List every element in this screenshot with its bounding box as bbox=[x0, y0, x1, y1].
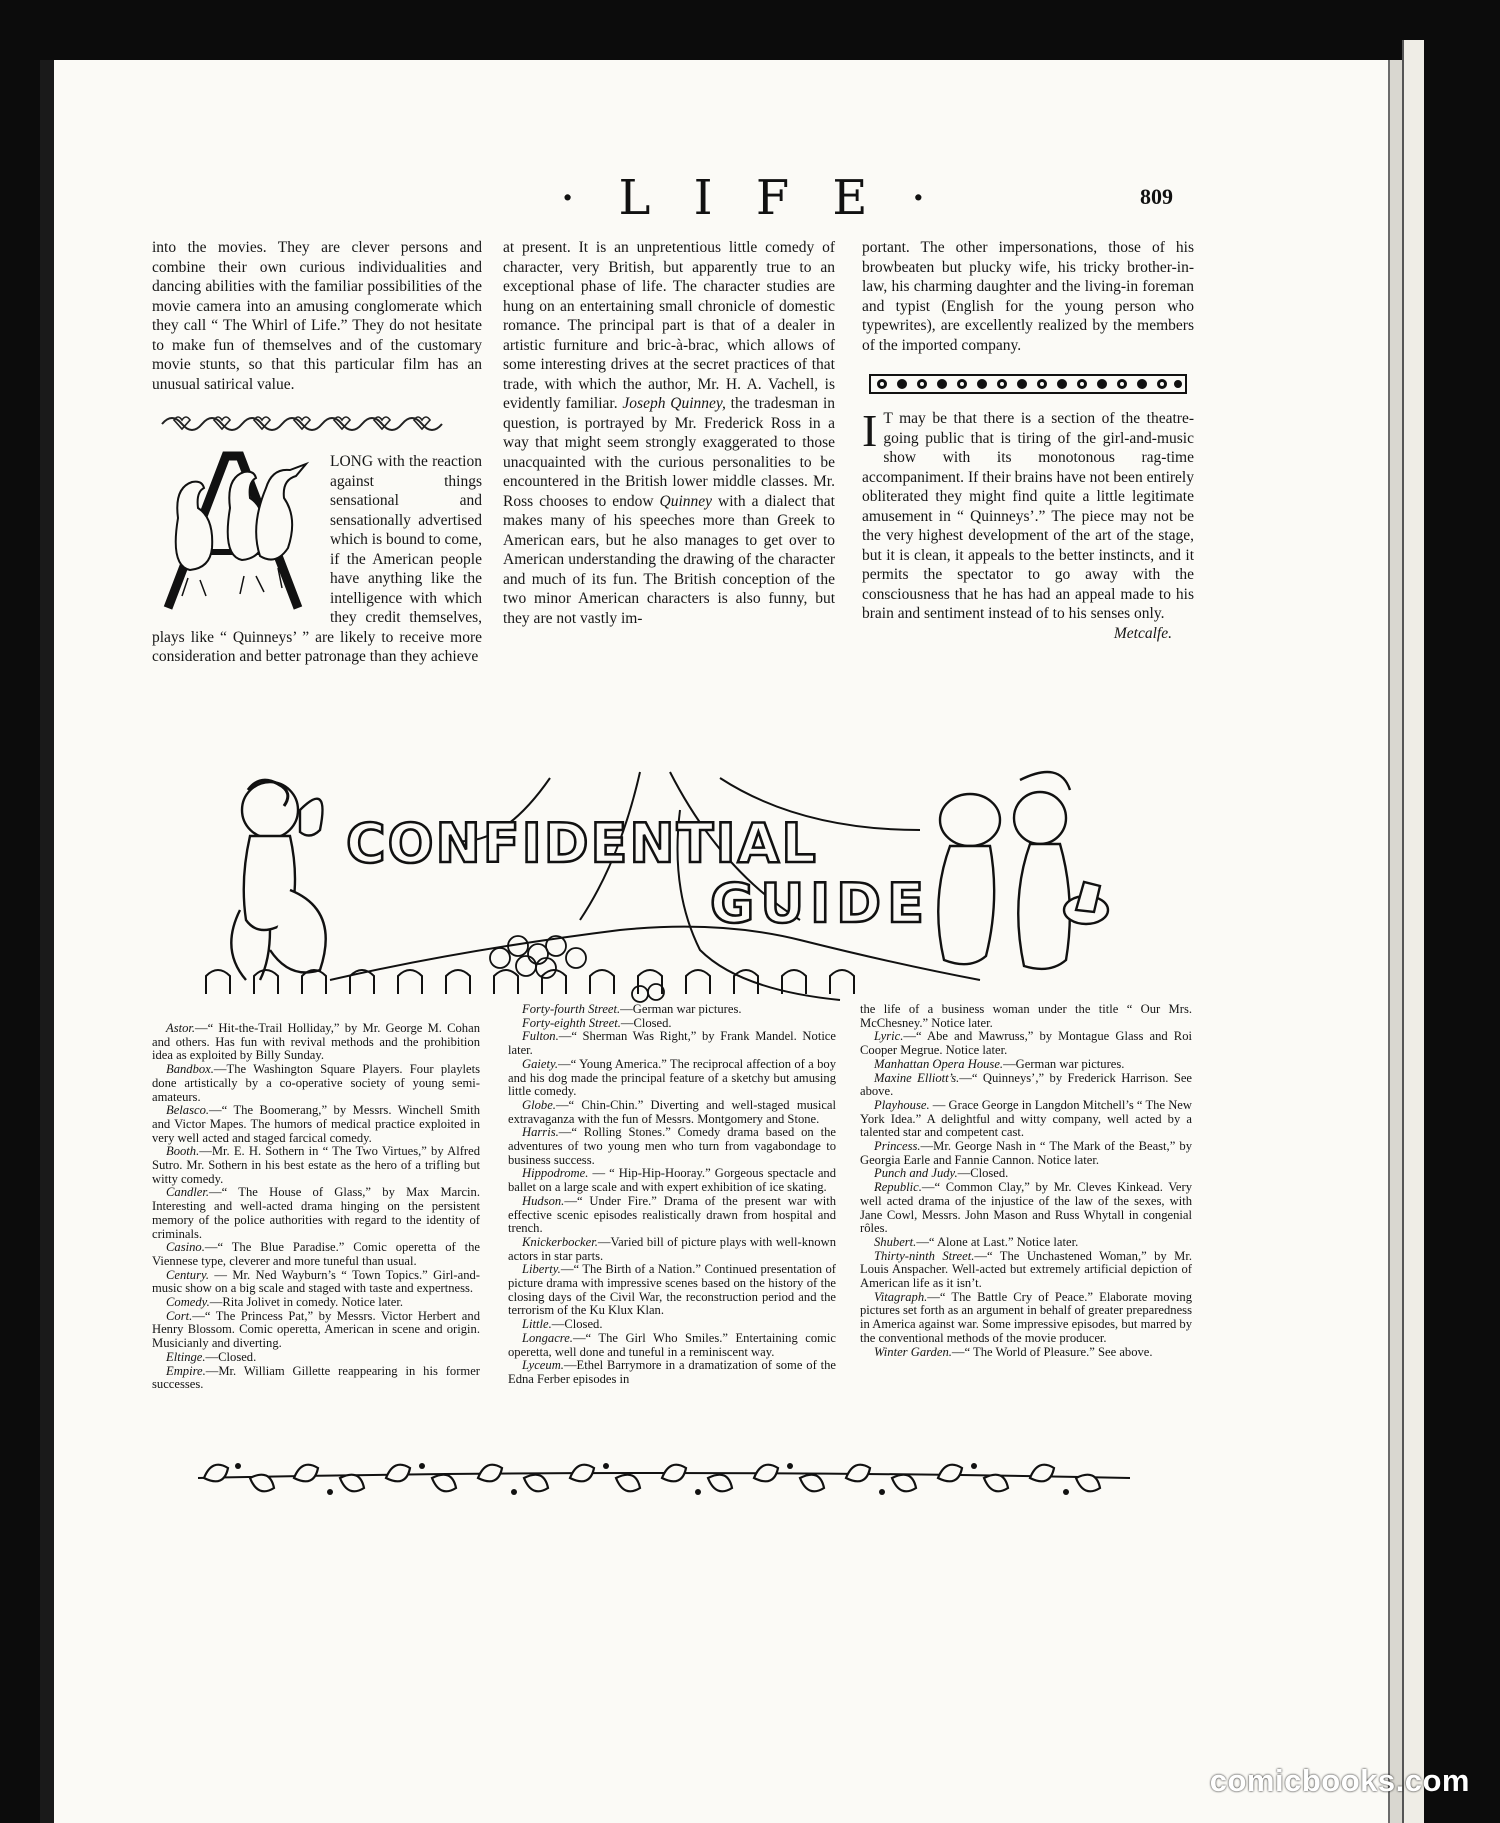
guide-entry bbox=[508, 1167, 836, 1194]
entry-description: — “ Hip-Hip-Hooray.” Gorgeous spectacle and ballet on a large scale and with expert exhibition of ice skating. bbox=[508, 1166, 836, 1195]
entry-description: —“ Under Fire.” Drama of the present war with effective scenic episodes realistically drawn from hospital and trench. bbox=[508, 1193, 836, 1236]
guide-entry bbox=[152, 1022, 480, 1063]
guide-entry bbox=[508, 1017, 836, 1031]
banner-title-guide: GUIDE bbox=[710, 872, 930, 935]
guide-entry bbox=[860, 1003, 1192, 1030]
guide-entry bbox=[860, 1058, 1192, 1072]
page-edge-outer bbox=[1402, 40, 1424, 1823]
guide-entry bbox=[860, 1236, 1192, 1250]
entry-description: —“ Chin-Chin.” Diverting and well-staged musical extravaganza with the fun of Messrs. Montgomery and Stone. bbox=[508, 1097, 836, 1126]
entry-description: —Closed. bbox=[205, 1349, 257, 1364]
theatre-name: Longacre. bbox=[522, 1330, 573, 1345]
scroll-border-ornament bbox=[868, 369, 1188, 399]
guide-entry bbox=[152, 1310, 480, 1351]
entry-description: —Mr. E. H. Sothern in “ The Two Virtues,” by Alfred Sutro. Mr. Sothern in his best estate as the hero of a trifling but witty comedy. bbox=[152, 1144, 480, 1186]
theatre-name: Hudson. bbox=[522, 1193, 565, 1208]
theatre-name: Casino. bbox=[166, 1240, 205, 1255]
theatre-name: Thirty-ninth Street. bbox=[874, 1248, 975, 1263]
guide-entry bbox=[508, 1332, 836, 1359]
entry-description: —“ Alone at Last.” Notice later. bbox=[916, 1234, 1079, 1249]
theatre-name: Lyceum. bbox=[522, 1358, 564, 1373]
article-paragraph: at present. It is an unpretentious little comedy of character, very British, but apparently true to an exceptional phase of life. The character studies are hung on an entertaining small chronicle of domestic romance. The principal part is that of a dealer in artistic furniture and bric-à-brac, which allows of some interesting drives at the secret practices of that trade, with which the author, Mr. H. A. Vachell, is evidently familiar. Joseph Quinney, the tradesman in question, is portrayed by Mr. Frederick Ross in a way that might seem strongly exaggerated to those unacquainted with the curious personalities to be encountered in the British lower middle classes. Mr. Ross chooses to endow Quinney with a dialect that makes many of his speeches more than Greek to American ears, but he also manages to get over to American understanding the drawing of the character and much of its fun. The British conception of the two minor American characters is also funny, but they are not vastly im- bbox=[503, 239, 835, 627]
article-column-2 bbox=[503, 238, 835, 628]
theatre-name: Forty-fourth Street. bbox=[522, 1002, 621, 1016]
theatre-name: Hippodrome. bbox=[522, 1166, 589, 1181]
entry-description: —Rita Jolivet in comedy. Notice later. bbox=[209, 1295, 404, 1310]
theatre-name: Maxine Elliott’s. bbox=[874, 1070, 960, 1085]
article-column-3 bbox=[862, 238, 1194, 643]
entry-description: —Closed. bbox=[957, 1166, 1009, 1181]
article-paragraph-dropcap: LONG with the reaction against things sensational and sensationally advertised which is bound to come, if the American people have anything like the intelligence with which they credit themselves, plays like “ Quinneys’ ” are likely to receive more consideration and better patronage than they achieve bbox=[152, 453, 482, 665]
theatre-name: Little. bbox=[522, 1317, 552, 1332]
theatre-name: Candler. bbox=[166, 1185, 210, 1200]
theatre-name: Playhouse. bbox=[874, 1097, 930, 1112]
entry-description: —“ Quinneys’,” by Frederick Harrison. See above. bbox=[860, 1070, 1193, 1099]
leaf-vine-ornament bbox=[190, 1450, 1140, 1504]
entry-description: —“ The World of Pleasure.” See above. bbox=[951, 1344, 1153, 1359]
guide-entry bbox=[860, 1181, 1192, 1236]
guide-entry bbox=[508, 1099, 836, 1126]
guide-entry bbox=[860, 1099, 1192, 1140]
guide-entry bbox=[860, 1072, 1192, 1099]
guide-entry bbox=[152, 1269, 480, 1296]
theatre-name: Lyric. bbox=[874, 1029, 904, 1044]
entry-description: —“ Hit-the-Trail Holliday,” by Mr. George M. Cohan and others. Has fun with revival methods and the prohibition idea as exploited by Billy Sunday. bbox=[152, 1021, 480, 1063]
entry-description: —“ Young America.” The reciprocal affection of a boy and his dog made the principal feature of a sketchy but amusing little comedy. bbox=[508, 1056, 836, 1099]
theatre-name: Empire. bbox=[166, 1363, 206, 1378]
entry-description: —“ The Boomerang,” by Messrs. Winchell Smith and Victor Mapes. The humors of medical practice exploited in very well acted and staged farcical comedy. bbox=[152, 1103, 480, 1145]
entry-description: —Closed. bbox=[620, 1015, 672, 1030]
entry-description: —“ The Girl Who Smiles.” Entertaining comic operetta, well done and tuneful in a reminiscent way. bbox=[508, 1330, 836, 1359]
theatre-name: Gaiety. bbox=[522, 1056, 559, 1071]
entry-description: —“ The Princess Pat,” by Messrs. Victor Herbert and Henry Blossom. Comic operetta, American in scene and origin. Musicianly and diverting. bbox=[152, 1308, 480, 1351]
guide-entry bbox=[152, 1186, 480, 1241]
guide-entry bbox=[152, 1063, 480, 1104]
theatre-name: Vitagraph. bbox=[874, 1289, 928, 1304]
guide-entry bbox=[152, 1145, 480, 1186]
guide-entry bbox=[860, 1140, 1192, 1167]
article-paragraph: portant. The other impersonations, those of his browbeaten but plucky wife, his tricky brother-in-law, his charming daughter and the living-in foreman and typist (English for the young person who typewrites), are excellently realized by the members of the imported company. bbox=[862, 239, 1194, 354]
guide-column-2 bbox=[508, 1003, 836, 1387]
theatre-name: Fulton. bbox=[522, 1029, 559, 1044]
heart-vine-ornament bbox=[152, 406, 482, 442]
guide-column-1 bbox=[152, 1022, 480, 1392]
drop-cap: I bbox=[862, 405, 878, 456]
guide-column-3 bbox=[860, 1003, 1192, 1359]
theatre-name: Belasco. bbox=[166, 1103, 210, 1118]
entry-description: —“ The Unchastened Woman,” by Mr. Louis Anspacher. Well-acted but extremely artificial depiction of American life as it isn’t. bbox=[860, 1248, 1193, 1291]
entry-description: —Ethel Barrymore in a dramatization of some of the Edna Ferber episodes in bbox=[508, 1358, 836, 1386]
entry-description: —“ The House of Glass,” by Max Marcin. Interesting and well-acted drama hinging on the persistent memory of the police authorities with regard to the identity of criminals. bbox=[152, 1185, 480, 1241]
entry-description: —German war pictures. bbox=[1003, 1056, 1125, 1071]
guide-entry bbox=[152, 1351, 480, 1365]
author-signature: Metcalfe. bbox=[1113, 624, 1172, 642]
guide-entry bbox=[508, 1003, 836, 1017]
theatre-name: Punch and Judy. bbox=[874, 1166, 958, 1181]
article-column-1 bbox=[152, 238, 482, 667]
theatre-name: Liberty. bbox=[522, 1262, 561, 1277]
entry-description: —Varied bill of picture plays with well-known actors in star parts. bbox=[508, 1234, 836, 1263]
theatre-name: Princess. bbox=[874, 1139, 921, 1154]
entry-description: the life of a business woman under the title “ Our Mrs. McChesney.” Notice later. bbox=[860, 1002, 1192, 1030]
guide-entry bbox=[508, 1359, 836, 1386]
watermark: comicbooks.com bbox=[1209, 1763, 1470, 1798]
theatre-name: Republic. bbox=[874, 1180, 922, 1195]
drop-cap-a-geese-illustration bbox=[148, 448, 320, 616]
entry-description: —“ Rolling Stones.” Comedy drama based on the adventures of two young men who turn from vagabondage to business success. bbox=[508, 1125, 836, 1167]
guide-entry bbox=[152, 1241, 480, 1268]
entry-description: — Mr. Ned Wayburn’s “ Town Topics.” Girl-and-music show on a big scale and staged with taste and expertness. bbox=[152, 1267, 480, 1296]
guide-entry bbox=[860, 1167, 1192, 1181]
theatre-name: Astor. bbox=[166, 1021, 196, 1035]
entry-description: —“ The Blue Paradise.” Comic operetta of the Viennese type, cleverer and more tuneful than usual. bbox=[152, 1240, 480, 1268]
guide-entry bbox=[508, 1058, 836, 1099]
entry-description: —Closed. bbox=[551, 1317, 603, 1332]
theatre-name: Booth. bbox=[166, 1144, 200, 1159]
theatre-name: Knickerbocker. bbox=[522, 1234, 598, 1249]
theatre-name: Forty-eighth Street. bbox=[522, 1015, 621, 1030]
entry-description: —Mr. George Nash in “ The Mark of the Beast,” by Georgia Earle and Fannie Cannon. Notice later. bbox=[860, 1139, 1192, 1167]
guide-entry bbox=[860, 1030, 1192, 1057]
play-character-name: Joseph Quinney, bbox=[622, 395, 726, 412]
theatre-name: Shubert. bbox=[874, 1234, 917, 1249]
theatre-name: Century. bbox=[166, 1267, 210, 1282]
entry-description: —Mr. William Gillette reappearing in his former successes. bbox=[152, 1363, 480, 1392]
guide-entry bbox=[508, 1195, 836, 1236]
entry-description: —The Washington Square Players. Four playlets done artistically by a co-operative society of young semi-amateurs. bbox=[152, 1062, 480, 1104]
guide-entry bbox=[860, 1346, 1192, 1360]
entry-description: —“ Sherman Was Right,” by Frank Mandel. Notice later. bbox=[508, 1029, 836, 1058]
article-paragraph: into the movies. They are clever persons and combine their own curious individualities and dancing abilities with the familiar possibilities of the movie camera into an amusing conglomerate which they call “ The Whirl of Life.” They do not hesitate to make fun of themselves and of the customary movie stunts, so that this particular film has an unusual satirical value. bbox=[152, 239, 482, 393]
guide-entry bbox=[508, 1030, 836, 1057]
guide-entry bbox=[860, 1291, 1192, 1346]
theatre-name: Cort. bbox=[166, 1308, 193, 1323]
masthead: · L I F E · bbox=[560, 170, 940, 226]
guide-entry bbox=[860, 1250, 1192, 1291]
theatre-name: Harris. bbox=[522, 1125, 559, 1140]
theatre-name: Globe. bbox=[522, 1097, 556, 1112]
play-character-name: Quinney bbox=[659, 492, 713, 510]
guide-entry bbox=[152, 1365, 480, 1392]
article-paragraph-dropcap: I T may be that there is a section of the theatre-going public that is tiring of the girl-and-music show with its monotonous rag-time accompaniment. If their brains have not been entirely obliterated they might find quite a little legitimate amusement in “ Quinneys’.” The piece may not be the very highest development of the art of the stage, but it is clean, it appeals to the better instincts, and it permits the spectator to go away with the consciousness that he has had an appeal made to his brain and sentiment instead of to his senses only. bbox=[862, 405, 1194, 622]
theatre-name: Manhattan Opera House. bbox=[874, 1056, 1004, 1071]
entry-description: —“ The Birth of a Nation.” Continued presentation of picture drama with impressive scenes based on the history of the closing days of the Civil War, the reconstruction period and the terrorism of the Ku Klux Klan. bbox=[508, 1262, 836, 1318]
entry-description: — Grace George in Langdon Mitchell’s “ The New York Idea.” A delightful and witty company, well acted by a talented star and competent cast. bbox=[860, 1097, 1192, 1140]
theatre-name: Eltinge. bbox=[166, 1349, 206, 1364]
theatre-name: Bandbox. bbox=[166, 1062, 214, 1077]
guide-entry bbox=[508, 1236, 836, 1263]
entry-description: —“ The Battle Cry of Peace.” Elaborate moving pictures set forth as an argument in behalf of greater preparedness in America against war. Some impressive episodes, but marred by the conventional methods of the movie producer. bbox=[860, 1289, 1192, 1345]
page-number: 809 bbox=[1140, 184, 1173, 209]
theatre-name: Comedy. bbox=[166, 1295, 210, 1310]
guide-entry bbox=[508, 1126, 836, 1167]
entry-description: —German war pictures. bbox=[620, 1002, 742, 1016]
guide-entry bbox=[152, 1104, 480, 1145]
entry-description: —“ Common Clay,” by Mr. Cleves Kinkead. Very well acted drama of the injustice of the law of the sexes, with Jane Cowl, Messrs. John Mason and Russ Whytall in congenial rôles. bbox=[860, 1180, 1192, 1236]
theatre-name: Winter Garden. bbox=[874, 1344, 952, 1359]
arch-row-ornament bbox=[200, 962, 900, 996]
entry-description: —“ Abe and Mawruss,” by Montague Glass and Roi Cooper Megrue. Notice later. bbox=[860, 1029, 1192, 1058]
banner-title-confidential: CONFIDENTIAL bbox=[346, 812, 818, 875]
guide-entry bbox=[152, 1296, 480, 1310]
guide-entry bbox=[508, 1318, 836, 1332]
guide-entry bbox=[508, 1263, 836, 1318]
